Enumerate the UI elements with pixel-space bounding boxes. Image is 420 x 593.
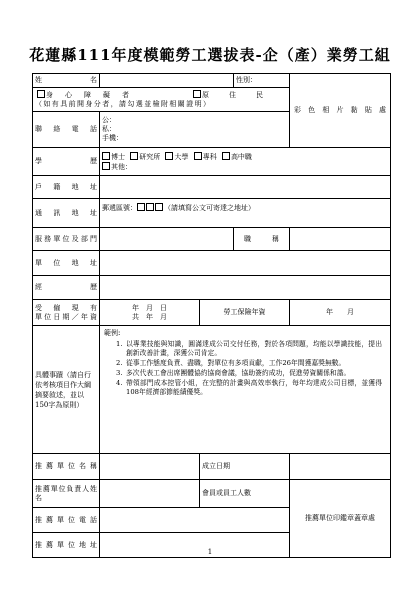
identity-cell: [33, 88, 290, 112]
checkbox-icon[interactable]: [222, 152, 230, 160]
postal-box-icon[interactable]: [146, 203, 154, 211]
checkbox-icon[interactable]: [193, 90, 201, 98]
edu-option-college[interactable]: 專科: [194, 153, 217, 161]
tenure-label: 受僱現有 單位日期／年資: [33, 300, 100, 326]
position-label: 職稱: [234, 228, 290, 251]
gender-field[interactable]: 性別：: [234, 74, 290, 88]
founded-label: 成立日期: [200, 454, 290, 480]
seal-area: 推薦單位印鑑章蓋章處: [290, 480, 391, 558]
contact-field[interactable]: [100, 112, 290, 148]
contact-mobile[interactable]: 手機：: [102, 134, 123, 142]
deeds-field[interactable]: [100, 326, 391, 454]
mail-address-label: 通訊地址: [33, 199, 100, 228]
checkbox-icon[interactable]: [194, 152, 202, 160]
recommender-phone-field[interactable]: [100, 508, 290, 533]
checkbox-icon[interactable]: [37, 90, 45, 98]
checkbox-icon[interactable]: [102, 152, 110, 160]
postal-code-label: 郵遞區號：: [102, 204, 137, 212]
deed-item: 4. 帶領部門成本控管小組，在完整的計畫與高效率執行，每年均達成公司目標，並獲得108年經濟部節能績優獎。: [116, 379, 382, 396]
household-address-label: 戶籍地址: [33, 176, 100, 199]
recommender-field[interactable]: [100, 454, 200, 480]
name-label: 姓名: [33, 74, 100, 88]
employer-label: 服務單位及部門: [33, 228, 100, 251]
contact-label: 聯絡電話: [33, 112, 100, 148]
recommender-phone-label: 推薦單位電話: [33, 508, 100, 533]
edu-option-other[interactable]: 其他：: [102, 163, 132, 171]
deed-item: 1. 以專業技能與知識，圓滿達成公司交付任務，對於各項問題，均能以學識技能，提出創新改善計畫，深獲公司肯定。: [116, 340, 382, 357]
identity-note: （如有具前開身分者，請勾選並檢附相關證明）: [35, 100, 212, 108]
identity-option-indigenous[interactable]: 原住民: [193, 90, 283, 100]
insurance-label: 勞工保險年資: [200, 300, 290, 326]
checkbox-icon[interactable]: [130, 152, 138, 160]
experience-field[interactable]: [100, 276, 391, 300]
insurance-field[interactable]: 年 月: [290, 300, 391, 326]
deed-item: 3. 多次代表工會出席團體協約協商會議，協助簽約成功，促進勞資關係和諧。: [116, 369, 351, 377]
recommender-label: 推薦單位名稱: [33, 454, 100, 480]
tenure-field[interactable]: 年 月 日 共 年 月: [100, 300, 200, 326]
unit-address-field[interactable]: [100, 251, 391, 276]
selection-form-table: [32, 73, 391, 558]
employer-field[interactable]: [100, 228, 234, 251]
recommender-address-label: 推薦單位地址: [33, 533, 100, 558]
identity-option-disabled[interactable]: 身心障礙者: [37, 90, 141, 100]
unit-address-label: 單位地址: [33, 251, 100, 276]
members-label: 會員或員工人數: [200, 480, 290, 508]
form-title: 花蓮縣111年度模範勞工選拔表-企（產）業勞工組: [29, 46, 391, 64]
photo-area: 彩色相片黏貼處: [290, 74, 391, 148]
contact-home[interactable]: 私：: [102, 125, 116, 133]
edu-option-highschool[interactable]: 高中職: [222, 153, 252, 161]
name-field[interactable]: [100, 74, 234, 88]
deeds-list: [116, 340, 382, 397]
contact-office[interactable]: 公：: [102, 116, 116, 124]
founded-field[interactable]: [290, 454, 391, 480]
checkbox-icon[interactable]: [165, 152, 173, 160]
recommender-head-label: 推薦單位負責人姓名: [33, 480, 100, 508]
postal-box-icon[interactable]: [137, 203, 145, 211]
position-field[interactable]: [290, 228, 391, 251]
deeds-label: 具體事蹟（請自行依考核項目作大綱摘要敘述，並以150字為原則）: [33, 326, 100, 454]
household-address-field[interactable]: [100, 176, 391, 199]
edu-option-graduate[interactable]: 研究所: [130, 153, 160, 161]
mail-address-field[interactable]: [100, 199, 391, 228]
postal-box-icon[interactable]: [155, 203, 163, 211]
experience-label: 經歷: [33, 276, 100, 300]
recommender-head-field[interactable]: [100, 480, 200, 508]
edu-option-phd[interactable]: 博士: [102, 153, 125, 161]
education-label: 學歷: [33, 148, 100, 176]
deed-item: 2. 從事工作態度負責、盡職，對單位有多項貢獻，工作26年間獲嘉獎無數。: [116, 359, 346, 367]
deeds-example-label: 範例:: [104, 329, 121, 337]
edu-option-university[interactable]: 大學: [165, 153, 188, 161]
education-field: [100, 148, 391, 176]
page-number: 1: [207, 548, 213, 556]
mail-note: （請填寫公文可寄達之地址）: [164, 204, 255, 212]
checkbox-icon[interactable]: [102, 162, 110, 170]
